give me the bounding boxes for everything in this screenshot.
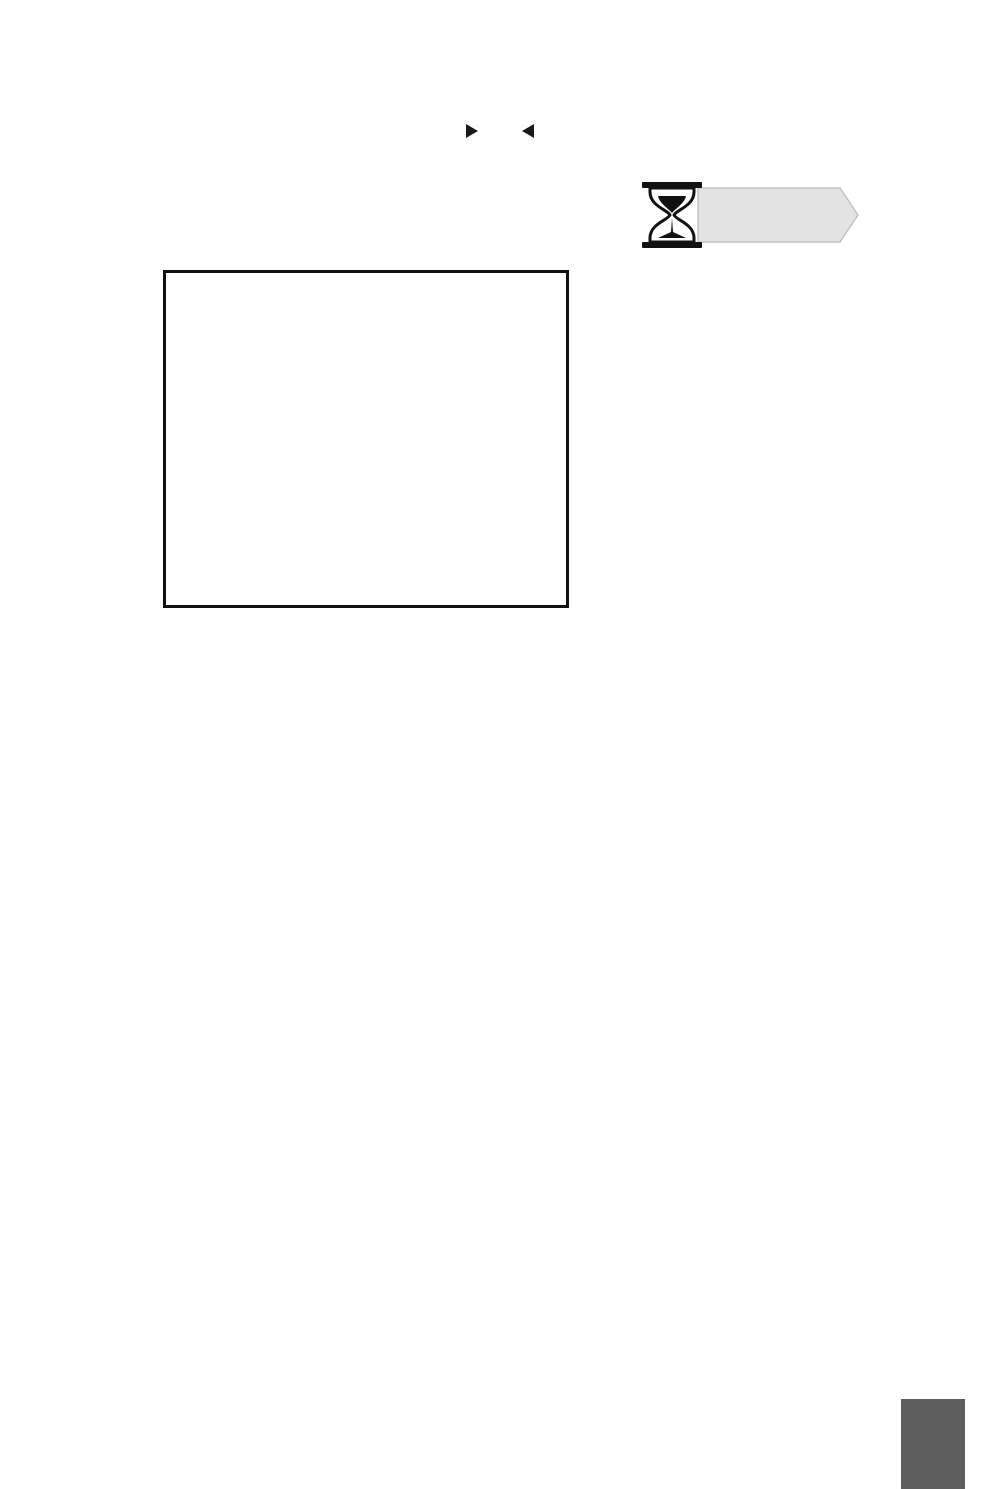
triangle-left-icon (522, 124, 534, 138)
control-table (600, 330, 840, 560)
timer-badge (642, 180, 860, 250)
hourglass-icon (642, 182, 702, 248)
page-number-box (901, 1399, 965, 1489)
puzzle-grid (163, 270, 569, 608)
triangle-right-icon (466, 124, 478, 138)
page-header (0, 96, 1000, 166)
